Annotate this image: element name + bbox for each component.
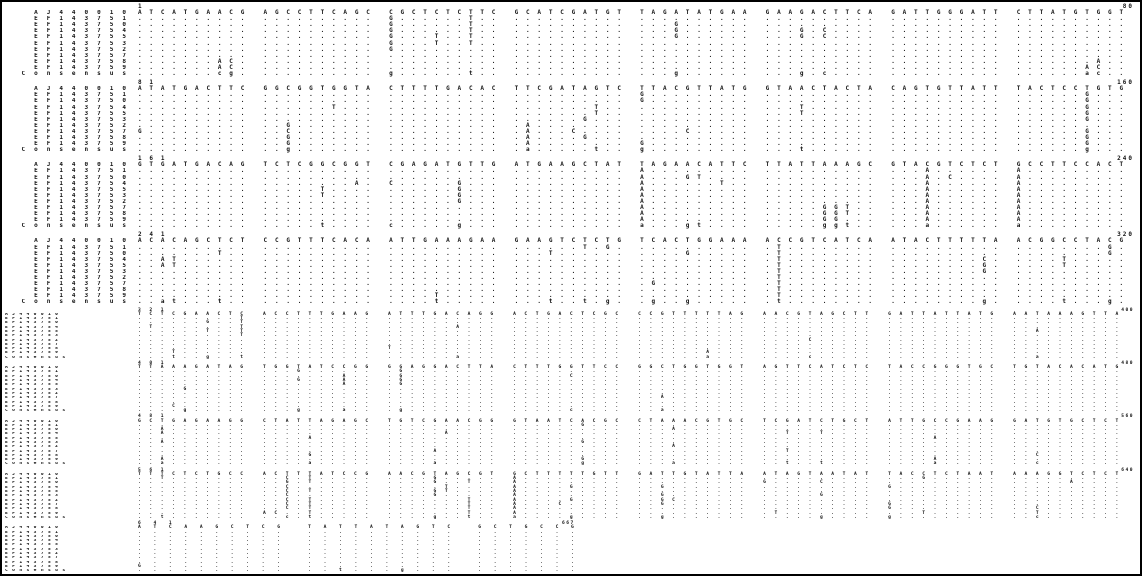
reference-sequence-text: ACACAGCTCT CCGTTTCACA ATTGAAAGAA GAAGTCTCTG TCACTGGAAA ACCGTCATCA ATACTTTTTA ACGGCCTACG <box>138 237 1131 245</box>
sequence-name: EF143753 <box>5 547 63 552</box>
sequence-name: EF143753 <box>5 441 63 445</box>
sequence-text: .......... .......... ....... <box>138 555 587 561</box>
sequence-text: .......... .......... .......... .......T.. .......... ...T...... .......... ......G... <box>138 109 1131 117</box>
alignment-row <box>2 356 1140 360</box>
sequence-name: AJ440010 <box>5 419 63 424</box>
consensus-label: Consensus <box>21 71 135 78</box>
sequence-name: EF143754 <box>5 485 63 490</box>
sequence-text: .........T .......... .......... .......... .......... .......... .......... .......... <box>138 333 1127 339</box>
consensus-text: ....g..... ...g...a.. .g........ .....c.... ..a....... .......... .......... .......... <box>138 408 1127 414</box>
sequence-name: EF143754 <box>5 325 63 330</box>
sequence-text: .......... .......... ....A..... .......... .......... ..T....... .......... .......... <box>138 448 1127 454</box>
sequence-name: EF143751 <box>34 92 135 99</box>
sequence-name: EF143758 <box>5 560 63 565</box>
alignment-row <box>2 415 1140 419</box>
position-end-label: 400 <box>1121 307 1134 313</box>
sequence-name: EF143758 <box>5 400 63 405</box>
sequence-name: EF143753 <box>34 268 135 275</box>
sequence-name: EF143757 <box>34 205 135 211</box>
alignment-row <box>2 409 1140 413</box>
sequence-name: EF143755 <box>5 329 63 334</box>
alignment-row <box>2 147 1140 153</box>
position-start-label: 641 <box>138 520 185 526</box>
sequence-name: AJ440010 <box>5 472 63 477</box>
sequence-name: EF143759 <box>34 141 135 148</box>
sequence-name: EF143755 <box>5 383 63 388</box>
sequence-text: ..AT...... .......... .......... .......... .......... .T........ ........G. ....T..... <box>138 261 1131 269</box>
sequence-text: .......... ..C.T..... .......T.. A......... .......... .......... G......... ..C....... <box>138 506 1127 512</box>
sequence-text: ..AT...... .......... .......... .......... .......... .T........ ........C. ....T..... <box>138 255 1131 263</box>
position-start-label: 321 <box>138 307 173 313</box>
sequence-text: .......... ....A..... .......... .......... .......... .......... ....A..... .......... <box>138 435 1127 441</box>
sequence-name: EF143751 <box>5 477 63 482</box>
sequence-text: .......... .......... T......... .......... .......... .......... .......... .......... <box>138 346 1127 352</box>
sequence-text: .......... ..C.T..... .......T.. A....G.... ..GC...... .......... .......... .......... <box>138 497 1127 503</box>
sequence-text: .......... ..C.T..... .......T.. A...C..... ..G....... .......... G......... .......... <box>138 501 1127 507</box>
sequence-name: EF143754 <box>5 379 63 384</box>
sequence-text: .......T.. .......... .......... ...T...... ....G..... .T........ .......... ........G. <box>138 249 1131 257</box>
sequence-name: EF143750 <box>34 250 135 257</box>
sequence-text: ..A....... .......... .......... .......... ...A...... .......... .......... .......... <box>138 427 1127 433</box>
position-start-label: 481 <box>138 414 173 420</box>
sequence-text: .......... .......A.. .G........ .......... .......... .......... .......... .......... <box>138 382 1127 388</box>
sequence-name: EF143759 <box>5 351 63 356</box>
consensus-text: .......... ..g....... .......... .a.....t.. g......... ...t...... .......... ......g... <box>138 146 1131 154</box>
sequence-text: .......... .......... ....... <box>138 538 587 544</box>
consensus-label: Consensus <box>5 569 70 574</box>
position-start-label: 1 <box>138 3 150 10</box>
sequence-name: EF143752 <box>34 46 135 53</box>
sequence-text: .......... .......... ....T..... .......... .......... .T........ .......... .......... <box>138 292 1131 300</box>
sequence-text: .......... .......A.. .G........ .....C.... .......... .......... .......... .......... <box>138 373 1127 379</box>
sequence-name: EF143759 <box>34 64 135 71</box>
sequence-text: .......... .......... G...T..T.. .......... ...G...... ...G.C.... .......... .......... <box>138 33 1131 41</box>
sequence-text: .......... ..G....... .......... .A........ .......... .......... .......... .......... <box>138 121 1131 129</box>
consensus-text: ...t..g..t .......... ......a... .......... ......a... ....c..... .......... ..a....... <box>138 354 1127 360</box>
sequence-name: AJ440010 <box>34 162 135 169</box>
sequence-name: EF143759 <box>5 458 63 463</box>
sequence-text: ..A....... .......... .....A.... .......... .......... ..T..T.... .......... .......... <box>138 431 1127 437</box>
alignment-block <box>2 156 1140 229</box>
alignment-block <box>2 522 1140 574</box>
alignment-row <box>2 362 1140 366</box>
alignment-row <box>2 462 1140 466</box>
sequence-text: .......... .......... .......... .......... ..A....... .......... .......... .......... <box>138 395 1127 401</box>
sequence-name: EF143757 <box>5 556 63 561</box>
sequence-text: .......... .......... .......... .......... .......... .T........ .......... .......... <box>138 286 1131 294</box>
sequence-name: EF143757 <box>5 396 63 401</box>
consensus-text: .......cg. .......... g......t.. .......... ...g...... ...g.c.... .......... ......ac.. <box>138 70 1131 78</box>
sequence-name: EF143757 <box>34 128 135 135</box>
sequence-name: EF143751 <box>5 423 63 428</box>
sequence-name: EF143751 <box>34 168 135 175</box>
sequence-name: EF143750 <box>5 481 63 486</box>
sequence-name: EF143759 <box>34 217 135 224</box>
reference-sequence-text: TTAAAGATAG TGGTATCCGG GGAGGACTTA CTTTGGTTCC GGCTGGTGGT AGTTCATCTC TACCGGGTGC TGTACACATG <box>138 365 1127 371</box>
consensus-label: Consensus <box>5 515 70 520</box>
sequence-name: AJ440010 <box>34 10 135 17</box>
sequence-text: .......... .......... .......... .......... .......... .......... .......... .......... <box>138 390 1127 396</box>
alignment-row <box>2 80 1140 86</box>
sequence-text: .......... .......... .......... ......T.G. .......... .T........ .......... ........G. <box>138 243 1131 251</box>
consensus-text: .......... ..t...g... ....... <box>138 568 587 574</box>
sequence-text: .......... ...G...A.. .G........ .......... .......... .......... .......... .......... <box>138 378 1127 384</box>
sequence-text: .......... .......... G......T.. .......... ...G...... .......... .......... .......... <box>138 21 1131 29</box>
consensus-label: Consensus <box>5 409 70 414</box>
sequence-text: .......... .......... G...T..T.. .......... .......... .......... .......... .......... <box>138 39 1131 47</box>
consensus-label: Consensus <box>5 355 70 360</box>
alignment-block <box>2 415 1140 467</box>
sequence-name: EF143752 <box>5 498 63 503</box>
sequence-text: .......... .......... .......... ......G... .......... .......... .......... ......G... <box>138 115 1131 123</box>
sequence-text: .......... .......... .......... .......... A......... .....GGT.. ...A...... A......... <box>138 210 1131 218</box>
sequence-text: G......... .......... ....... <box>138 563 587 569</box>
position-end-label: 640 <box>1121 467 1134 473</box>
sequence-name: EF143751 <box>5 317 63 322</box>
position-start-label: 81 <box>138 79 161 87</box>
consensus-text: ..a....... ....a..... ....a..... ......g... ...a...... ..t..t.... ....a..... ..c....... <box>138 461 1127 467</box>
sequence-name: EF143759 <box>5 564 63 569</box>
sequence-text: .......... .......... .......... .......... A...GT.... .......... ...A.C.... A......... <box>138 173 1131 181</box>
sequence-text: .......... .......... .......... .......... .......... .T........ .......... .......... <box>138 274 1131 282</box>
alignment-blocks <box>2 4 1140 574</box>
position-start-label: 561 <box>138 467 173 473</box>
position-end-label: 560 <box>1121 414 1134 420</box>
sequence-name: EF143755 <box>5 490 63 495</box>
sequence-text: .......... ..G....... .......... .A....G... .......... .......... .......... ......G... <box>138 133 1131 141</box>
sequence-name: EF143751 <box>5 370 63 375</box>
sequence-text: .........T .......... .......... .......... .......... .......... .......... .......... <box>138 316 1127 322</box>
sequence-name: EF143750 <box>5 321 63 326</box>
reference-sequence-text: ATCAAGCTCG TATTATAGTC GCTGCCG <box>138 525 587 531</box>
sequence-name: EF143750 <box>34 22 135 29</box>
sequence-name: EF143753 <box>5 334 63 339</box>
sequence-name: EF143757 <box>5 342 63 347</box>
position-end-label: 480 <box>1121 360 1134 366</box>
sequence-text: ...C...... .......... .......... .......... .......... .......... .......... .......... <box>138 403 1127 409</box>
sequence-text: .......... ....G..... .......... .......... .......... .......... .......... ..C....... <box>138 452 1127 458</box>
reference-sequence-text: TTTCTCTGCC ACTTTATCCG AACGTAGCGT GCTTTTTGTT GATTGTATTA ATAGTAATAT TACCTCTAAT AAAGGTCTCT <box>138 471 1127 477</box>
sequence-name: EF143753 <box>34 192 135 199</box>
sequence-name: AJ440010 <box>5 312 63 317</box>
sequence-text: .......... .......... .......... .......... A......... .....GGT.. ...A...... A......... <box>138 204 1131 211</box>
alignment-row <box>2 516 1140 520</box>
sequence-text: .......... .....T.... ......G... .......... A......... .......... ...A...... A......... <box>138 191 1131 199</box>
sequence-text: ...T...... .......... .......... .......... ......A... .......... .......... .......... <box>138 350 1127 356</box>
sequence-text: ....G..... .......... .......... .......... .......... .......... .......... .......... <box>138 386 1127 392</box>
consensus-label: Consensus <box>21 147 135 154</box>
sequence-name: EF143753 <box>34 116 135 123</box>
sequence-name: EF143752 <box>34 122 135 129</box>
sequence-name: EF143758 <box>5 453 63 458</box>
sequence-text: .......... .......... .......... .......... A......... .....GG... ...A...... A......... <box>138 216 1131 224</box>
sequence-name: EF143754 <box>34 256 135 263</box>
sequence-name: EF143758 <box>5 347 63 352</box>
sequence-name: EF143757 <box>5 449 63 454</box>
sequence-text: .......... .......... .......... .......... A......... .......... ...A...... A......... <box>138 167 1131 175</box>
sequence-name: EF143750 <box>34 98 135 105</box>
sequence-text: .......... .......... .......... ......G... .......... .......... .......... .......... <box>138 422 1127 428</box>
sequence-text: .......... .......... ....... <box>138 551 587 557</box>
sequence-text: .......... ......T... .......... .......T.. .......... ...T...... .......... ......G... <box>138 103 1131 111</box>
alignment-block <box>2 469 1140 521</box>
sequence-name: EF143754 <box>5 539 63 544</box>
sequence-text: .......... ........A. C.....G... .......... A......T.. .......... ...A...... A......... <box>138 179 1131 187</box>
sequence-name: EF143759 <box>5 511 63 516</box>
sequence-text: .......... .......... .......... .......... G......... .......... .......... ......G... <box>138 91 1131 99</box>
sequence-name: EF143757 <box>34 52 135 59</box>
sequence-text: .......... .......... ....... <box>138 542 587 548</box>
sequence-text: .......... .......... G......T.. .......... ...G...... ...G.C.... .......... .......... <box>138 27 1131 35</box>
position-start-label: 241 <box>138 231 173 239</box>
sequence-name: EF143758 <box>34 58 135 65</box>
consensus-label: Consensus <box>21 223 135 230</box>
sequence-text: ......G..T .......... .......... .......... .......... .......... .......... .......... <box>138 320 1127 326</box>
sequence-name: EF143752 <box>5 391 63 396</box>
position-end-label: 320 <box>1117 231 1134 239</box>
alignment-block <box>2 80 1140 153</box>
sequence-text: .......... .......... G......... .......... .......... .......... .......... .......... <box>138 45 1131 53</box>
alignment-block <box>2 4 1140 77</box>
alignment-row <box>2 71 1140 77</box>
sequence-name: AJ440010 <box>5 526 63 531</box>
sequence-name: EF143753 <box>5 387 63 392</box>
sequence-name: AJ440010 <box>34 86 135 93</box>
sequence-text: .......... ...G...... .G........ .......... .......... .......... .......... .......... <box>138 369 1127 375</box>
sequence-name: EF143755 <box>34 262 135 269</box>
sequence-name: EF143759 <box>34 293 135 300</box>
sequence-text: .......... .......... ......G... .......... A......... .......... ...A...... A......... <box>138 197 1131 205</box>
sequence-name: EF143754 <box>5 432 63 437</box>
alignment-row <box>2 522 1140 526</box>
consensus-text: ..t....... ..c.t..... ....g..t.. a....g.... ..g....... .....g.... g......... ..c....... <box>138 514 1127 520</box>
sequence-name: EF143752 <box>34 198 135 205</box>
sequence-name: EF143752 <box>34 275 135 282</box>
sequence-text: .......... .......... .......... .......... .......... .......... .......... .......... <box>138 51 1131 59</box>
sequence-text: .......AC. .......... .......... .......... .......... .......... .......... .......A.. <box>138 57 1131 65</box>
alignment-row <box>2 309 1140 313</box>
sequence-text: .......... .......... ....... <box>138 546 587 552</box>
alignment-row <box>2 156 1140 162</box>
sequence-text: .......... ..G.T..... ....G..T.. A......... .......... G....C.... .......... .....A.... <box>138 480 1127 486</box>
sequence-name: EF143750 <box>34 174 135 181</box>
sequence-name: EF143754 <box>34 28 135 35</box>
sequence-text: .......AC. .......... .......... .......... .......... .......... .......... ......AC.. <box>138 63 1131 71</box>
sequence-text: .......... .......... .......... .......... ...A...... .......... .......... .......... <box>138 444 1127 450</box>
sequence-name: EF143755 <box>34 34 135 41</box>
sequence-text: .......... AC..T..... .......T.. A......... .......... .T........ ...T...... ..T....... <box>138 510 1127 516</box>
sequence-text: .......... .......... ....... <box>138 533 587 539</box>
sequence-name: EF143750 <box>5 534 63 539</box>
alignment-block <box>2 232 1140 305</box>
alignment-block <box>2 309 1140 361</box>
sequence-text: .......... .....T.... ......G... .......... A......... .......... ...A...... A......... <box>138 185 1131 193</box>
sequence-name: EF143755 <box>34 110 135 117</box>
reference-sequence-text: GTGATGACAG TCTCGGCGGT CGAGATGTTG ATGAAGCTAT TAGAACATTC TTATTAAAGC GTACGTCTCT GCCTTCCACT <box>138 161 1131 169</box>
sequence-text: .......... .......... .......... .......... .G........ .T........ .......... .......... <box>138 280 1131 288</box>
sequence-name: EF143758 <box>5 507 63 512</box>
sequence-text: ......T..T .......... .......... .......... .......... .......... .......... ..A....... <box>138 328 1127 334</box>
sequence-text: ..A....... .......... .......... ......G... .......... .......... .......... .......... <box>138 440 1127 445</box>
sequence-name: EF143751 <box>34 16 135 23</box>
sequence-name: EF143751 <box>5 530 63 535</box>
sequence-name: EF143750 <box>5 428 63 433</box>
sequence-text: .......... ..C....... .....T.... A....G.... ..G....... .......... G......... .......... <box>138 484 1127 490</box>
alignment-row <box>2 469 1140 473</box>
sequence-name: EF143753 <box>5 494 63 499</box>
sequence-name: EF143752 <box>5 552 63 557</box>
sequence-text: .T.......T .......... ......A... .......... .......... .......... .......... .......... <box>138 324 1127 330</box>
sequence-name: EF143752 <box>5 338 63 343</box>
sequence-name: EF143757 <box>34 281 135 288</box>
sequence-text: .......... ..C.T..... ....GT.... A......... .......... .......... .......... .......... <box>138 489 1127 495</box>
alignment-block <box>2 362 1140 414</box>
sequence-name: EF143758 <box>34 287 135 294</box>
sequence-name: EF143753 <box>34 40 135 47</box>
sequence-text: ..T....... ..C.T..... ....G..... A......... .......... .......... ...G...... .......... <box>138 476 1127 482</box>
reference-sequence-text: ATATGACTTC GGCGGTGGTA CTTTTGACAC TTCGATAGTC TTACGTTATG GTAACTACTA CAGTGTTATT TACTCCTGTG <box>138 85 1131 93</box>
sequence-text: .......... .......... .......... .......... .......... .......... .......... .......... <box>138 341 1127 347</box>
sequence-name: AJ440010 <box>34 238 135 245</box>
sequence-text: .......... .......... G......T.. .......... .......... .......... .......... .......... <box>138 15 1131 23</box>
sequence-text: .......... ..C....... ....G..... A......... ..G....... .....G.... .......... .......... <box>138 493 1127 499</box>
position-end-label: 160 <box>1117 79 1134 87</box>
sequence-text: .......... .......... ....... <box>138 529 587 535</box>
sequence-text: .......... .......... .......... .......... .......... .......... .......... .......... <box>138 399 1127 405</box>
sequence-name: EF143757 <box>5 502 63 507</box>
consensus-label: Consensus <box>21 299 135 306</box>
sequence-name: EF143754 <box>34 104 135 111</box>
sequence-text: .......... .......... ....... <box>138 559 587 565</box>
alignment-row <box>2 299 1140 305</box>
sequence-name: EF143758 <box>34 134 135 141</box>
alignment-row <box>2 223 1140 229</box>
position-start-label: 161 <box>138 155 173 163</box>
sequence-name: EF143759 <box>5 404 63 409</box>
sequence-text: ..A....... .......... .......... ......G... .......... .......... ....A..... .......... <box>138 457 1127 463</box>
alignment-row <box>2 232 1140 238</box>
consensus-text: .......... .....t.... c.....g... .......... a...gt.... .....ggt.. ...a...... a......... <box>138 222 1131 230</box>
sequence-name: EF143758 <box>34 211 135 218</box>
sequence-name: EF143755 <box>34 186 135 193</box>
sequence-name: EF143755 <box>5 436 63 441</box>
sequence-text: G......... ..C....... .......... .A...C.... ....C..... .......... .......... ......G... <box>138 127 1131 135</box>
sequence-name: EF143750 <box>5 374 63 379</box>
sequence-name: EF143754 <box>34 180 135 187</box>
sequence-text: .......... ..G....... .......... .A........ G......... .......... .......... ......G... <box>138 140 1131 148</box>
position-end-label: 240 <box>1117 155 1134 163</box>
reference-sequence-text: GCTGAGAAGG CTATTAGAGC TGTCGAACGG GTAATCACGC CTAAACGTGC TCGATCTGCT ATTGCCGAAG GATGTGCTCT <box>138 418 1127 424</box>
sequence-name: AJ440010 <box>5 366 63 371</box>
sequence-name: EF143752 <box>5 445 63 450</box>
reference-sequence-text: TCTCGAACTC ACCTTTGAAG ATTTGACAGG ACTGACTCGC CCGTTTTTAG AACGTAGCTT GATTATTATG AATAAAGTTA <box>138 311 1127 317</box>
sequence-name: EF143751 <box>34 244 135 251</box>
reference-sequence-text: ATCATGAACG AGCCTTCAGC CGCTCTCTTC GCATCGATGT TAGATATGAA GAAGACTTCA GATTGGGATT CTTATGTGGT <box>138 9 1131 17</box>
consensus-label: Consensus <box>5 462 70 467</box>
alignment-row <box>2 4 1140 10</box>
sequence-text: .......... .......... .......... .......... .......... ....C..... .......... .......... <box>138 337 1127 343</box>
consensus-text: ..at...t.. .......... ....t..... ...t..t.g. .g..g..... .t........ ........g. ....t...g. <box>138 298 1131 306</box>
alignment-row <box>2 569 1140 573</box>
sequence-text: .......... .......... .......... .......... .......... .T........ ........G. .......... <box>138 267 1131 275</box>
position-end-label: 667 <box>562 520 575 526</box>
sequence-name: EF143755 <box>5 543 63 548</box>
sequence-text: .......... .......... .......... .......... G......... .......... .......... ......G... <box>138 97 1131 105</box>
position-start-label: 401 <box>138 360 173 366</box>
position-end-label: 80 <box>1122 3 1134 10</box>
